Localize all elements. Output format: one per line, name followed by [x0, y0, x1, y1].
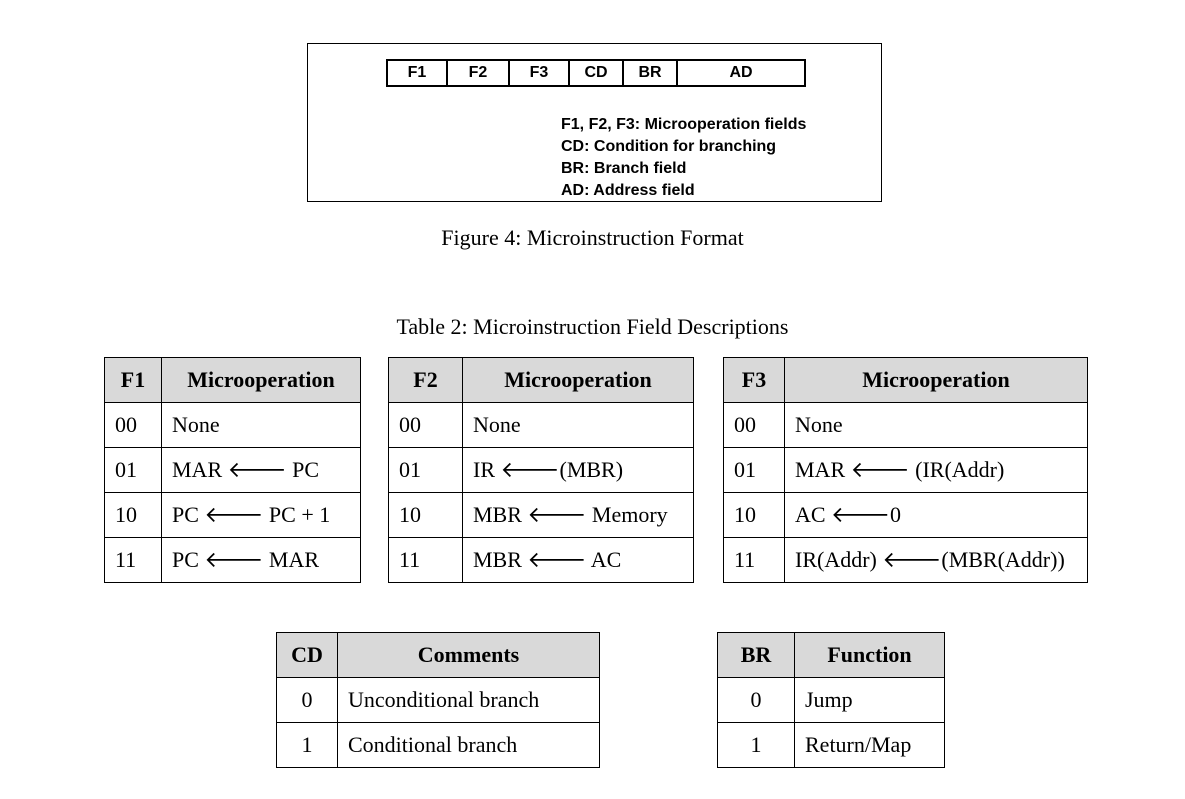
code-cell: 0 — [718, 678, 795, 723]
field-ad: AD — [729, 64, 753, 81]
figure-caption: Figure 4: Microinstruction Format — [441, 225, 744, 250]
microop-cell: PC 🡐 MAR — [162, 538, 361, 583]
header-cd: CD — [277, 633, 338, 678]
function-cell: Return/Map — [795, 723, 945, 768]
table-row — [389, 448, 694, 493]
field-format-row — [386, 59, 806, 87]
header-microoperation: Microoperation — [162, 358, 361, 403]
header-function: Function — [795, 633, 945, 678]
field-f3: F3 — [510, 61, 570, 85]
table-row — [105, 493, 361, 538]
comment-cell: Unconditional branch — [338, 678, 600, 723]
field-cd: CD — [570, 61, 624, 85]
field-legend — [561, 114, 806, 202]
microop-cell: PC 🡐 PC + 1 — [162, 493, 361, 538]
legend-line: CD: Condition for branching — [561, 138, 777, 155]
table-row — [389, 403, 694, 448]
code-cell: 1 — [718, 723, 795, 768]
table-row — [277, 723, 600, 768]
comment-cell: Conditional branch — [338, 723, 600, 768]
microop-cell: None — [162, 403, 361, 448]
br-table — [717, 632, 945, 768]
code-cell: 10 — [389, 493, 463, 538]
code-cell: 10 — [724, 493, 785, 538]
table-row — [718, 723, 945, 768]
table-row — [277, 678, 600, 723]
code-cell: 11 — [105, 538, 162, 583]
table-row — [724, 538, 1088, 583]
table-row — [724, 493, 1088, 538]
table-row — [105, 538, 361, 583]
header-f1: F1 — [105, 358, 162, 403]
legend-line: F1, F2, F3: Microoperation fields — [561, 116, 807, 133]
code-cell: 0 — [277, 678, 338, 723]
code-cell: 01 — [724, 448, 785, 493]
code-cell: 00 — [724, 403, 785, 448]
field-br: BR — [624, 61, 678, 85]
code-cell: 00 — [389, 403, 463, 448]
legend-line: AD: Address field — [561, 182, 695, 199]
f1-table — [104, 357, 361, 583]
table-row — [724, 403, 1088, 448]
table-row — [105, 403, 361, 448]
cd-table — [276, 632, 600, 768]
f3-table — [723, 357, 1088, 583]
table-row — [718, 678, 945, 723]
microop-cell: None — [785, 403, 1088, 448]
field-f2: F2 — [448, 61, 510, 85]
field-f1: F1 — [388, 61, 448, 85]
legend-line: BR: Branch field — [561, 160, 687, 177]
header-microoperation: Microoperation — [785, 358, 1088, 403]
microop-cell: MAR 🡐 (IR(Addr) — [785, 448, 1088, 493]
code-cell: 10 — [105, 493, 162, 538]
table-caption: Table 2: Microinstruction Field Descriptions — [396, 314, 789, 339]
microop-cell: None — [463, 403, 694, 448]
header-comments: Comments — [338, 633, 600, 678]
code-cell: 00 — [105, 403, 162, 448]
microop-cell: MBR 🡐 AC — [463, 538, 694, 583]
microop-cell: MBR 🡐 Memory — [463, 493, 694, 538]
code-cell: 11 — [724, 538, 785, 583]
table-row — [389, 493, 694, 538]
code-cell: 1 — [277, 723, 338, 768]
header-f2: F2 — [389, 358, 463, 403]
microinstruction-format-figure — [307, 43, 882, 202]
microop-cell: IR 🡐(MBR) — [463, 448, 694, 493]
code-cell: 01 — [389, 448, 463, 493]
header-br: BR — [718, 633, 795, 678]
header-microoperation: Microoperation — [463, 358, 694, 403]
function-cell: Jump — [795, 678, 945, 723]
microop-cell: AC 🡐0 — [785, 493, 1088, 538]
f2-table — [388, 357, 694, 583]
microop-cell: MAR 🡐 PC — [162, 448, 361, 493]
table-row — [389, 538, 694, 583]
microop-cell: IR(Addr) 🡐(MBR(Addr)) — [785, 538, 1088, 583]
code-cell: 11 — [389, 538, 463, 583]
table-row — [724, 448, 1088, 493]
table-row — [105, 448, 361, 493]
header-f3: F3 — [724, 358, 785, 403]
code-cell: 01 — [105, 448, 162, 493]
